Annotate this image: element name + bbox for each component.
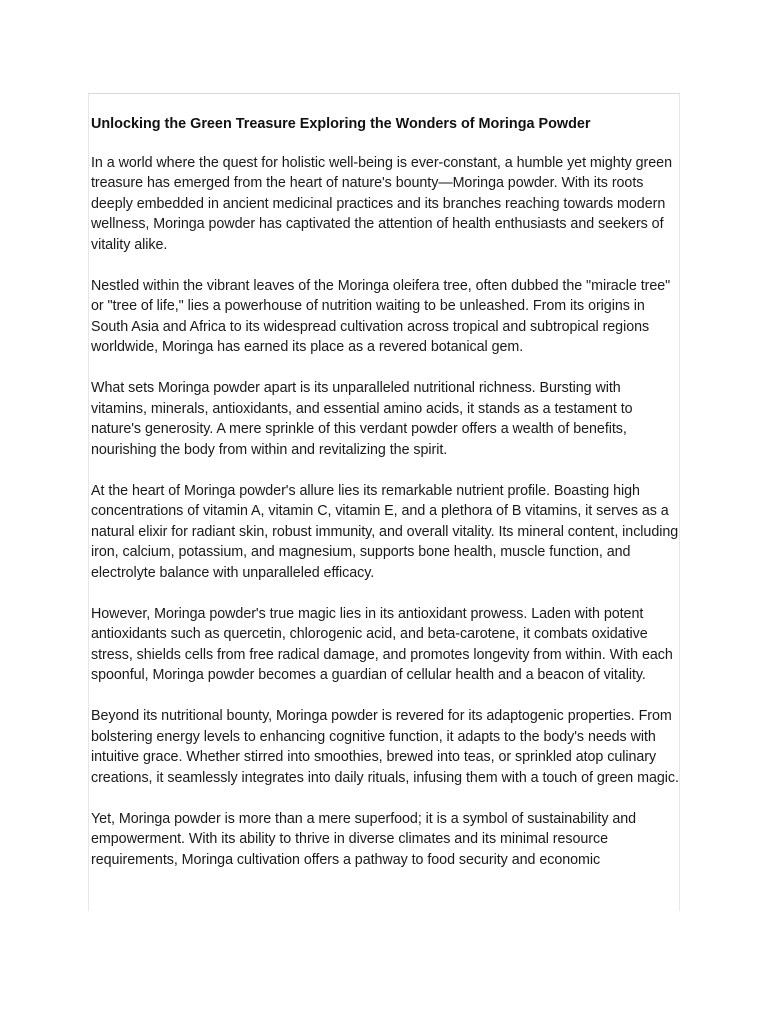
document-page [88, 93, 680, 911]
paragraph-nutrition: What sets Moringa powder apart is its unparalleled nutritional richness. Bursting with vitamins, minerals, antioxidants, and essential amino acids, it stands as a testament to nature's generosity. A mere sprinkle of this verdant powder offers a wealth of benefits, nourishing the body from within and revitalizing the spirit. [91, 380, 633, 458]
paragraph-antioxidants: However, Moringa powder's true magic lies in its antioxidant prowess. Laden with potent antioxidants such as quercetin, chlorogenic acid, and beta-carotene, it combats oxidative stress, shields cells from free radical damage, and promotes longevity from within. With each spoonful, Moringa powder becomes a guardian of cellular health and a beacon of vitality. [91, 605, 673, 683]
paragraph-sustainability: Yet, Moringa powder is more than a mere superfood; it is a symbol of sustainability and empowerment. With its ability to thrive in diverse climates and its minimal resource requirements, Moringa cultivation offers a pathway to food security and economic [91, 810, 637, 868]
document-content [91, 114, 679, 891]
document-title: Unlocking the Green Treasure Exploring the Wonders of Moringa Powder [91, 116, 591, 132]
paragraph-nutrients: At the heart of Moringa powder's allure lies its remarkable nutrient profile. Boasting high concentrations of vitamin A, vitamin C, vitamin E, and a plethora of B vitamins, it serves as a natural elixir for radiant skin, robust immunity, and overall vitality. Its mineral content, including iron, calcium, potassium, and magnesium, supports bone health, muscle function, and electrolyte balance with unparalleled efficacy. [91, 482, 679, 581]
paragraph-adaptogenic: Beyond its nutritional bounty, Moringa powder is revered for its adaptogenic properties. From bolstering energy levels to enhancing cognitive function, it adapts to the body's needs with intuitive grace. Whether stirred into smoothies, brewed into teas, or sprinkled atop culinary creations, it seamlessly integrates into daily rituals, infusing them with a touch of green magic. [91, 708, 679, 786]
paragraph-intro: In a world where the quest for holistic well-being is ever-constant, a humble yet mighty green treasure has emerged from the heart of nature's bounty—Moringa powder. With its roots deeply embedded in ancient medicinal practices and its branches reaching towards modern wellness, Moringa powder has captivated the attention of health enthusiasts and seekers of vitality alike. [91, 154, 672, 253]
paragraph-origins: Nestled within the vibrant leaves of the Moringa oleifera tree, often dubbed the "miracle tree" or "tree of life," lies a powerhouse of nutrition waiting to be unleashed. From its origins in South Asia and Africa to its widespread cultivation across tropical and subtropical regions worldwide, Moringa has earned its place as a revered botanical gem. [91, 277, 671, 355]
